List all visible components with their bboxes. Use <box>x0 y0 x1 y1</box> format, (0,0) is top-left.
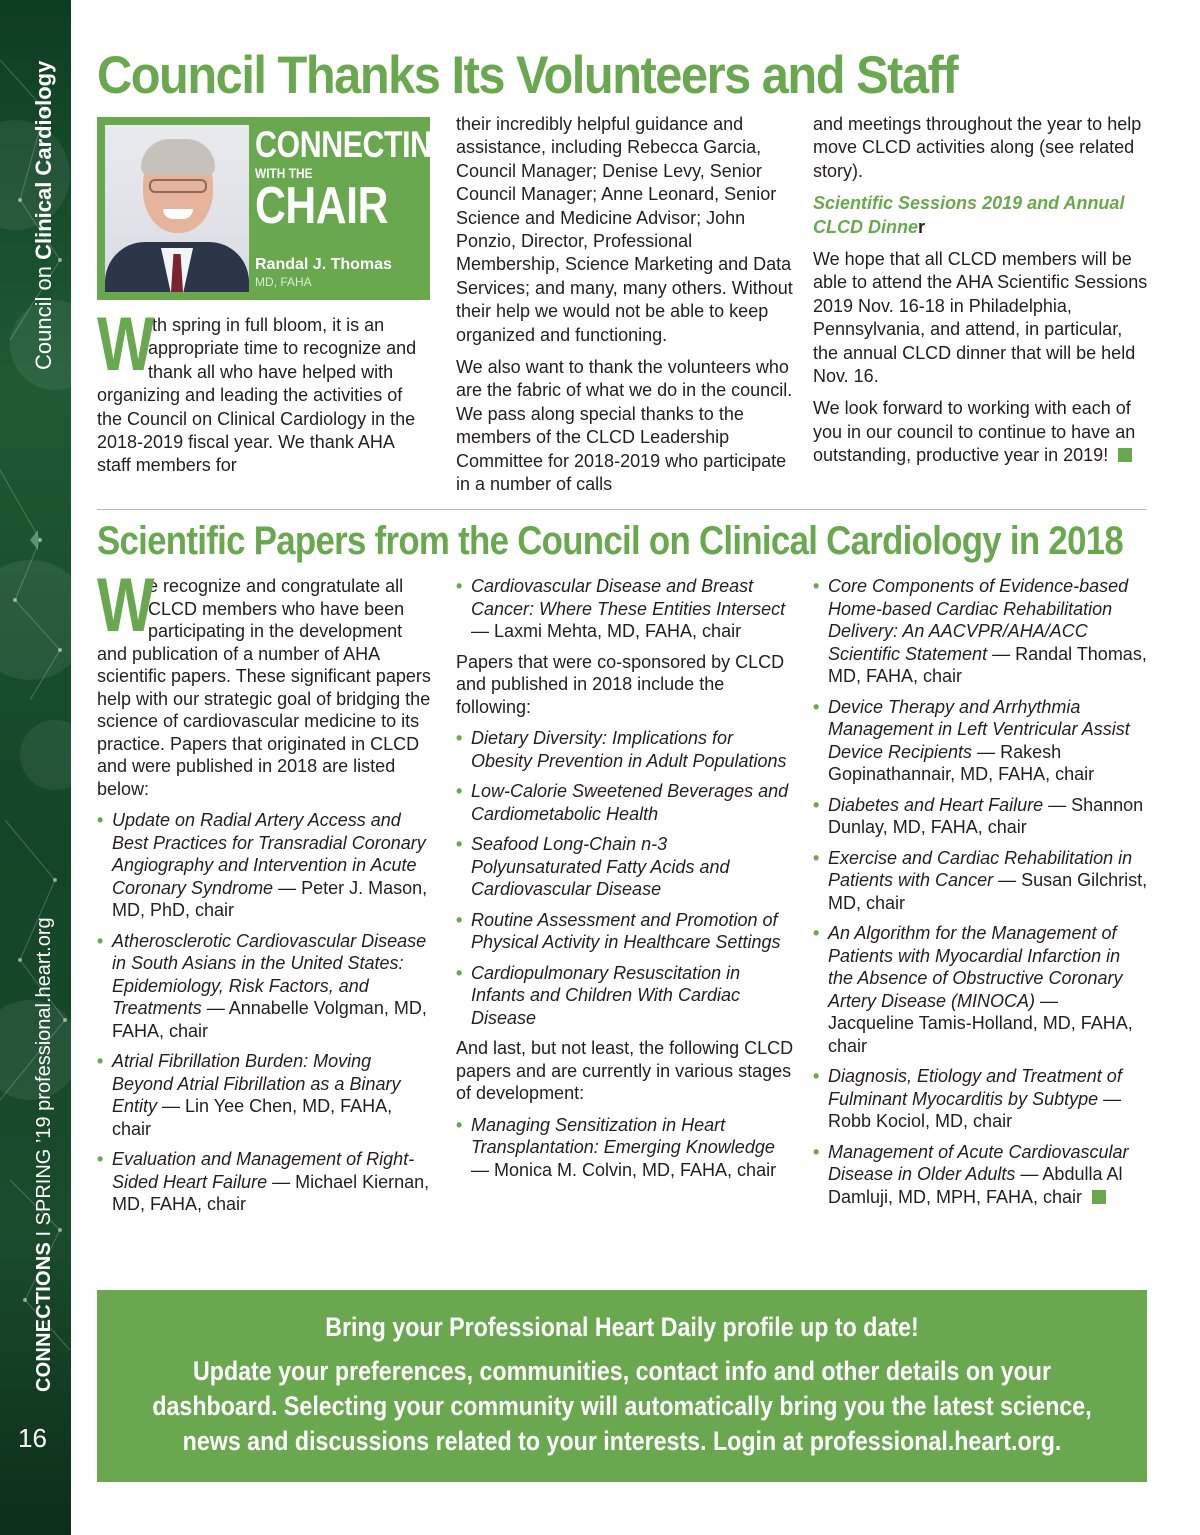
paper-title: Routine Assessment and Promotion of Physical Activity in Healthcare Settings <box>471 909 781 952</box>
article2-column-2 <box>456 575 794 1189</box>
paper-list-item <box>97 930 433 1043</box>
paper-list-item <box>456 727 794 772</box>
connecting-heading: CONNECTING <box>255 124 455 165</box>
published-papers-list-continued <box>456 575 794 643</box>
drop-cap: W <box>97 302 155 387</box>
sessions-subheading: Scientific Sessions 2019 and Annual CLCD Dinner <box>813 193 1125 237</box>
paper-title: Atrial Fibrillation Burden: Moving Beyond Atrial Fibrillation as a Binary Entity <box>112 1051 401 1116</box>
development-papers-list <box>456 1114 794 1182</box>
paper-author: — Rakesh Gopinathannair, MD, FAHA, chair <box>828 741 1095 784</box>
paper-author: — Susan Gilchrist, MD, chair <box>828 870 1148 913</box>
meetings-paragraph: and meetings throughout the year to help move CLCD activities along (see related story). <box>813 114 1142 181</box>
paper-list-item <box>813 1065 1149 1133</box>
paper-title: Diagnosis, Etiology and Treatment of Fulminant Myocarditis by Subtype <box>828 1066 1122 1109</box>
article-title: Council Thanks Its Volunteers and Staff <box>97 46 958 105</box>
drop-cap: W <box>97 563 155 648</box>
paper-author: — Robb Kociol, MD, chair <box>828 1088 1122 1131</box>
paper-author: — Lin Yee Chen, MD, FAHA, chair <box>112 1096 393 1139</box>
paper-author: — Laxmi Mehta, MD, FAHA, chair <box>471 621 742 641</box>
banner-body: Update your preferences, communities, contact info and other details on your dashboard. Selecting your community will automatically bring you the latest science, news and discussions related to your interests. Login at professional.heart.org. <box>152 1356 1092 1456</box>
paper-title: Dietary Diversity: Implications for Obesity Prevention in Adult Populations <box>471 728 787 771</box>
article1-column-1 <box>97 302 429 487</box>
paper-author: — Monica M. Colvin, MD, FAHA, chair <box>471 1159 777 1180</box>
end-mark-icon <box>1092 1190 1106 1204</box>
paper-list-item <box>813 575 1149 688</box>
closing-paragraph: We look forward to working with each of you in our council to continue to have an outstanding, productive year in 2019! <box>813 398 1136 466</box>
chair-portrait <box>105 125 249 292</box>
article2-column-1 <box>97 563 433 1224</box>
paper-title: An Algorithm for the Management of Patients with Myocardial Infarction in the Absence of Obstructive Coronary Artery Disease (MINOCA) <box>828 923 1123 1011</box>
article1-intro-paragraph: W ith spring in full bloom, it is an appropriate time to recognize and thank all who have helped with organizing and leading the activities of the Council on Clinical Cardiology in the 2018-2019 fiscal year. We thank AHA staff members for <box>97 302 417 476</box>
paper-title: Seafood Long-Chain n-3 Polyunsaturated Fatty Acids and Cardiovascular Disease <box>471 834 730 899</box>
paper-title: Management of Acute Cardiovascular Disease in Older Adults <box>828 1141 1129 1184</box>
paper-list-item <box>456 780 794 825</box>
paper-author: — Randal Thomas, MD, FAHA, chair <box>828 643 1147 686</box>
paper-title: Device Therapy and Arrhythmia Management in Left Ventricular Assist Device Recipients <box>828 696 1130 762</box>
page-number: 16 <box>18 1423 47 1453</box>
chair-name: Randal J. Thomas <box>255 256 392 273</box>
published-papers-list <box>97 809 433 1216</box>
paper-author: — Annabelle Volgman, MD, FAHA, chair <box>112 998 427 1041</box>
sidebar <box>0 0 71 1535</box>
paper-list-item <box>813 696 1149 786</box>
paper-author: — Jacqueline Tamis-Holland, MD, FAHA, chair <box>828 990 1133 1056</box>
paper-title: Managing Sensitization in Heart Transplantation: Emerging Knowledge <box>471 1114 775 1157</box>
article2-column-3 <box>813 575 1149 1216</box>
cosponsored-intro: Papers that were co-sponsored by CLCD and published in 2018 include the following: <box>456 651 785 717</box>
paper-list-item <box>456 1114 794 1182</box>
paper-author: — Michael Kiernan, MD, FAHA, chair <box>112 1171 430 1214</box>
paper-title: Low-Calorie Sweetened Beverages and Cardiometabolic Health <box>471 781 789 824</box>
profile-update-banner <box>97 1290 1147 1482</box>
banner-headline: Bring your Professional Heart Daily profile up to date! <box>325 1312 919 1342</box>
sessions-paragraph: We hope that all CLCD members will be able to attend the AHA Scientific Sessions 2019 Nov. 16-18 in Philadelphia, Pennsylvania, and attend, in particular, the annual CLCD dinner that will be held Nov. 16. <box>813 249 1148 387</box>
article1-column-3 <box>813 113 1149 477</box>
paper-list-item <box>456 909 794 954</box>
paper-title: Cardiopulmonary Resuscitation in Infants and Children With Cardiac Disease <box>471 962 741 1028</box>
paper-list-item <box>97 1050 433 1140</box>
paper-author: — Peter J. Mason, MD, PhD, chair <box>112 877 428 920</box>
papers-intro-paragraph: W e recognize and congratulate all CLCD members who have been participating in the development and publication of a number of AHA scientific papers. These significant papers help with our strategic goal of bridging the science of cardiovascular medicine to its practice. Papers that originated in CLCD and were published in 2018 are listed below: <box>97 563 431 799</box>
article1-column-2 <box>456 113 796 506</box>
chair-heading: CHAIR <box>255 177 388 235</box>
cosponsored-papers-list <box>456 727 794 1029</box>
paper-list-item <box>97 809 433 922</box>
chair-credentials: MD, FAHA <box>255 275 312 289</box>
section-divider <box>97 509 1147 510</box>
paper-list-item <box>813 1141 1149 1209</box>
end-mark-icon <box>1118 448 1132 462</box>
with-the-heading: WITH THE <box>255 165 313 181</box>
website-text: professional.heart.org <box>33 917 55 1111</box>
paper-title: Atherosclerotic Cardiovascular Disease in South Asians in the United States: Epidemiology, Risk Factors, and Treatments <box>112 930 427 1018</box>
paper-list-item <box>456 833 794 901</box>
volunteers-paragraph: We also want to thank the volunteers who are the fabric of what we do in the council. We pass along special thanks to the members of the CLCD Leadership Committee for 2018-2019 who participate in a number of calls <box>456 357 793 495</box>
paper-title: Core Components of Evidence-based Home-based Cardiac Rehabilitation Delivery: An AACVPR/AHA/ACC Scientific Statement <box>828 576 1129 664</box>
paper-list-item <box>456 575 794 643</box>
paper-title: Exercise and Cardiac Rehabilitation in Patients with Cancer <box>828 847 1133 890</box>
paper-title: Evaluation and Management of Right-Sided Heart Failure <box>112 1149 415 1192</box>
paper-author: — Shannon Dunlay, MD, FAHA, chair <box>828 794 1144 837</box>
council-name-vertical: Council on Clinical Cardiology <box>31 60 56 370</box>
paper-list-item <box>813 847 1149 915</box>
paper-title: Diabetes and Heart Failure <box>828 794 1044 815</box>
development-intro: And last, but not least, the following CLCD papers and are currently in various stages of development: <box>456 1038 794 1103</box>
development-papers-list-continued <box>813 575 1149 1208</box>
paper-list-item <box>813 922 1149 1057</box>
section-title: Scientific Papers from the Council on Clinical Cardiology in 2018 <box>97 519 1124 563</box>
connecting-with-chair-box <box>97 117 455 300</box>
paper-title: Cardiovascular Disease and Breast Cancer: Where These Entities Intersect <box>471 576 786 619</box>
paper-author: — Abdulla Al Damluji, MD, MPH, FAHA, chair <box>828 1164 1123 1207</box>
paper-list-item <box>456 962 794 1030</box>
issue-info-vertical: CONNECTIONS I SPRING ’19 professional.heart.org <box>33 917 55 1392</box>
paper-title: Update on Radial Artery Access and Best Practices for Transradial Coronary Angiography and Intervention in Acute Coronary Syndrome <box>112 810 426 898</box>
staff-thanks-paragraph: their incredibly helpful guidance and assistance, including Rebecca Garcia, Council Manager; Denise Levy, Senior Council Manager; Anne Leonard, Senior Science and Medicine Advisor; John Ponzio, Director, Professional Membership, Science Marketing and Data Services; and many, many others. Without their help we would not be able to keep organized and functioning. <box>456 114 793 345</box>
paper-list-item <box>813 794 1149 839</box>
paper-list-item <box>97 1148 433 1216</box>
